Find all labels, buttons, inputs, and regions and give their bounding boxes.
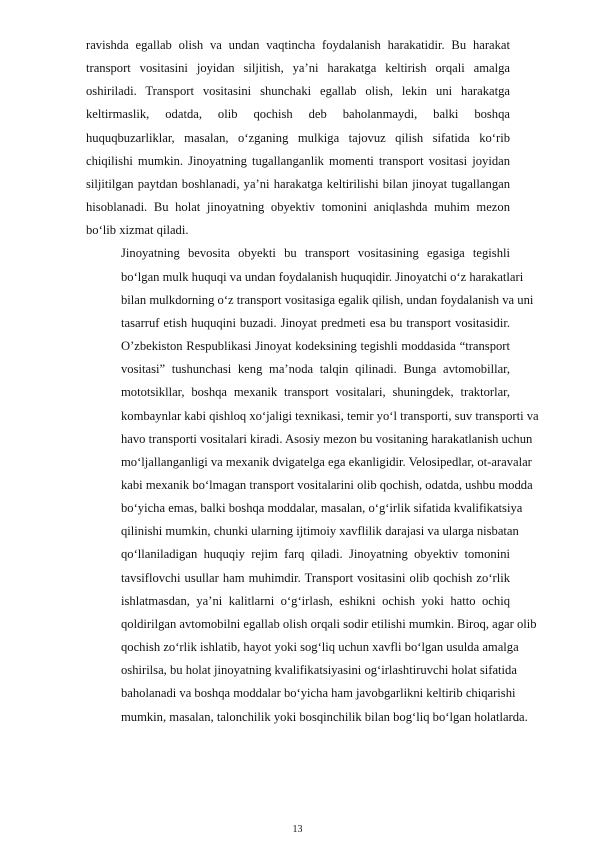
text-line: qo‘llaniladigan huquqiy rejim farq qiladi. Jinoyatning obyektiv tomonini — [121, 547, 510, 562]
text-line: ravishda egallab olish va undan vaqtincha foydalanish harakatidir. Bu harakat — [86, 38, 510, 52]
text-line: mo‘ljallanganligi va mexanik dvigatelga ega ekanligidir. Velosipedlar, ot-aravalar — [121, 454, 532, 469]
document-page — [86, 34, 539, 729]
text-line: ishlatmasdan, yaʼni kalitlarni o‘g‘irlash, eshikni ochish yoki hatto ochiq — [121, 593, 510, 608]
text-line: kabi mexanik bo‘lmagan transport vositalarini olib qochish, odatda, ushbu modda — [121, 477, 533, 492]
text-line: tavsiflovchi usullar ham muhimdir. Transport vositasini olib qochish zo‘rlik — [121, 570, 510, 585]
text-line: mumkin, masalan, talonchilik yoki bosqinchilik bilan bog‘liq bo‘lgan holatlarda. — [121, 709, 528, 724]
text-line: huquqbuzarliklar, masalan, o‘zganing mulkiga tajovuz qilish sifatida ko‘rib — [86, 130, 510, 145]
text-line: vositasi” tushunchasi keng maʼnoda talqin qilinadi. Bunga avtomobillar, — [121, 362, 510, 377]
text-line: O’zbekiston Respublikasi Jinoyat kodeksining tegishli moddasida “transport — [121, 339, 510, 354]
text-line: mototsikllar, boshqa mexanik transport vositalari, shuningdek, traktorlar, — [121, 385, 510, 400]
text-line: oshiriladi. Transport vositasini shunchaki egallab olish, lekin uni harakatga — [86, 84, 510, 99]
text-line: qoldirilgan avtomobilni egallab olish orqali sodir etilishi mumkin. Biroq, agar olib — [121, 616, 537, 631]
text-line: siljitilgan paytdan boshlanadi, yaʼni harakatga keltirilishi bilan jinoyat tugallangan — [86, 176, 510, 191]
text-line: keltirmaslik, odatda, olib qochish deb baholanmaydi, balki boshqa — [86, 107, 510, 122]
text-line: bo‘yicha emas, balki boshqa moddalar, masalan, o‘g‘irlik sifatida kvalifikatsiya — [121, 501, 523, 516]
text-line: qochish zo‘rlik ishlatib, hayot yoki sog‘liq uchun xavfli bo‘lgan usulda amalga — [121, 640, 519, 655]
text-line: bo‘lgan mulk huquqi va undan foydalanish huquqidir. Jinoyatchi o‘z harakatlari — [121, 269, 524, 284]
text-line: havo transporti vositalari kiradi. Asosiy mezon bu vositaning harakatlanish uchun — [121, 431, 533, 446]
text-line: oshirilsa, bu holat jinoyatning kvalifikatsiyasini og‘irlashtiruvchi holat sifatida — [121, 663, 517, 678]
text-line: hisoblanadi. Bu holat jinoyatning obyektiv tomonini aniqlashda muhim mezon — [86, 200, 510, 215]
text-line: bo‘lib xizmat qiladi. — [86, 223, 189, 238]
text-line: chiqilishi mumkin. Jinoyatning tugallanganlik momenti transport vositasi joyidan — [86, 153, 510, 168]
paragraph-2 — [86, 242, 539, 728]
text-line: Jinoyatning bevosita obyekti bu transport vositasining egasiga tegishli — [121, 246, 510, 261]
text-line: tasarruf etish huquqini buzadi. Jinoyat predmeti esa bu transport vositasidir. — [121, 315, 510, 330]
text-line: qilinishi mumkin, chunki ularning ijtimoiy xavflilik darajasi va ularga nisbatan — [121, 524, 519, 539]
text-line: kombaynlar kabi qishloq xo‘jaligi texnikasi, temir yo‘l transporti, suv transporti va — [121, 408, 539, 423]
text-line: bilan mulkdorning o‘z transport vositasiga egalik qilish, undan foydalanish va uni — [121, 292, 534, 307]
page-number: 13 — [292, 824, 303, 835]
text-line: baholanadi va boshqa moddalar bo‘yicha ham javobgarlikni keltirib chiqarishi — [121, 686, 516, 701]
text-line: transport vositasini joyidan siljitish, yaʼni harakatga keltirish orqali amalga — [86, 61, 510, 76]
paragraph-1 — [86, 34, 510, 242]
